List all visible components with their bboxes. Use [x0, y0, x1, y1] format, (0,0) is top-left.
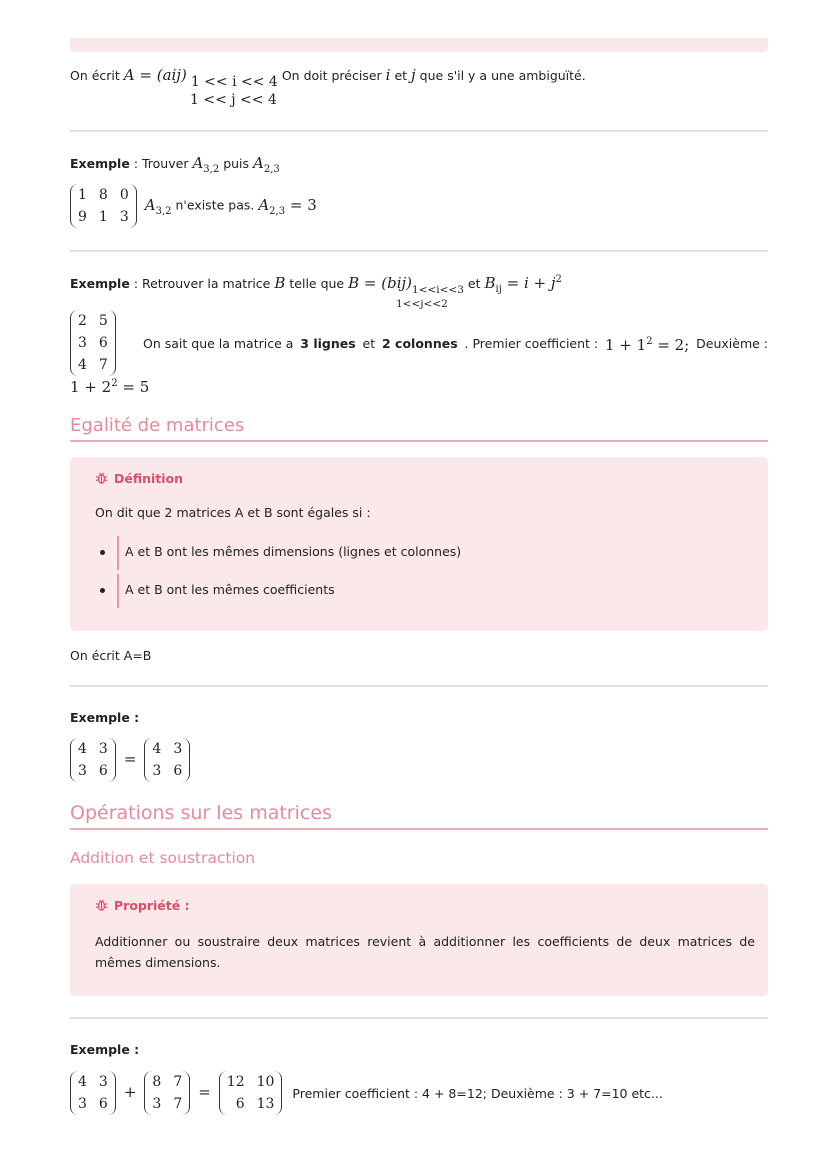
b-sub-j: 1<<j<<2 [396, 298, 448, 310]
property-text: Additionner ou soustraire deux matrices revient à additionner les coefficients de deux matrices de mêmes dimensions. [95, 934, 755, 970]
definition-item-2: A et B ont les mêmes coefficients [125, 582, 335, 597]
first-coef: $1 + 1^2 = 2$; [604, 336, 690, 354]
matrix-cell: 0 [119, 187, 129, 203]
example-4-equation [72, 1071, 663, 1115]
equal-right-matrix [146, 738, 188, 782]
telle-que: telle que [289, 276, 345, 291]
matrix-cell: 13 [256, 1096, 275, 1112]
matrix-cell: 3 [173, 741, 183, 757]
matrix-cell: 7 [173, 1074, 183, 1090]
section-heading-operations: Opérations sur les matrices [70, 802, 332, 824]
example-2-title [70, 274, 562, 296]
example-2-text: : Retrouver la matrice [133, 276, 271, 291]
example-2-matrix-wrap [72, 310, 114, 376]
matrix-cell: 2 [78, 313, 87, 329]
matrix-cell: 7 [98, 357, 108, 373]
subheading-addition: Addition et soustraction [70, 849, 256, 867]
et-text: et [467, 276, 481, 291]
explain-3: . Premier coefficient : [464, 336, 599, 351]
matrix-cell: 4 [78, 741, 87, 757]
example-3-label: Exemple : [70, 710, 140, 725]
equal-left-matrix [72, 738, 114, 782]
example-1-body [72, 184, 317, 228]
heading-underline [70, 440, 768, 442]
matrix-cell: 6 [98, 763, 108, 779]
item-bar [117, 574, 119, 608]
notation-sub-j: 1 << j << 4 [190, 92, 277, 108]
example-2-matrix [72, 310, 114, 376]
example-3-equation [72, 738, 188, 782]
definition-intro: On dit que 2 matrices A et B sont égales si : [95, 505, 371, 520]
notation-sub-i: 1 << i << 4 [190, 74, 278, 90]
answer-a23: $A_{2,3} = 3$ [258, 195, 317, 217]
example-4-label: Exemple : [70, 1042, 140, 1057]
answer-a32: $A_{3,2}$ [144, 195, 172, 217]
lignes-count: 3 lignes [300, 336, 356, 351]
sum-comment: Premier coefficient : 4 + 8=12; Deuxième : 3 + 7=10 etc... [292, 1085, 663, 1101]
b-def: B = (bij) [348, 274, 413, 292]
matrix-cell: 6 [98, 1096, 108, 1112]
divider [70, 685, 768, 687]
a32-symbol: $A_{3,2}$ [192, 154, 220, 175]
previous-box-bottom [70, 38, 768, 52]
deuxieme-label: Deuxième : [696, 336, 768, 351]
matrix-cell: 10 [256, 1074, 275, 1090]
explain-2: et [362, 336, 376, 351]
explain-1: On sait que la matrice a [143, 336, 294, 351]
matrix-b: B [274, 274, 286, 292]
notation-prefix: On écrit [70, 68, 120, 83]
matrix-cell: 3 [152, 1096, 162, 1112]
bullet [100, 550, 105, 555]
notation-j: j [411, 66, 416, 84]
property-title: Propriété : [95, 898, 190, 913]
bij-formula: $B_{ij} = i + j^2$ [484, 274, 562, 295]
bullet [100, 588, 105, 593]
plus-sign: + [123, 1082, 137, 1101]
bug-icon [95, 472, 108, 485]
example-1-title [70, 154, 280, 175]
matrix-cell: 6 [98, 335, 108, 351]
item-bar [117, 536, 119, 570]
matrix-cell: 6 [173, 763, 183, 779]
definition-box [70, 457, 768, 631]
notation-i: i [385, 66, 391, 84]
matrix-cell: 3 [78, 1096, 87, 1112]
matrix-cell: 1 [78, 187, 87, 203]
a23-symbol: $A_{2,3}$ [253, 154, 280, 175]
matrix-cell: 8 [98, 187, 108, 203]
sum-matrix-2 [146, 1071, 188, 1115]
matrix-cell: 3 [152, 763, 162, 779]
matrix-cell: 9 [78, 209, 87, 225]
bug-icon [95, 899, 108, 912]
notation-note-end: que s'il y a une ambiguïté. [419, 68, 586, 83]
a-def: A = (a [123, 66, 172, 84]
property-box [70, 884, 768, 996]
divider [70, 130, 768, 132]
divider [70, 1017, 768, 1019]
colonnes-count: 2 colonnes [382, 336, 458, 351]
matrix-cell: 1 [98, 209, 108, 225]
matrix-cell: 3 [98, 741, 108, 757]
matrix-cell: 3 [98, 1074, 108, 1090]
matrix-cell: 3 [78, 763, 87, 779]
example-1-label: Exemple [70, 156, 130, 171]
matrix-cell: 12 [226, 1074, 245, 1090]
answer-text: n'existe pas. [175, 197, 255, 213]
example-1-text: : Trouver [133, 156, 189, 171]
matrix-cell: 6 [235, 1096, 245, 1112]
notation-line [70, 66, 586, 90]
equals-sign: = [198, 1082, 211, 1101]
second-coef: $1 + 2^2 = 5$ [70, 378, 150, 396]
notation-et: et [394, 68, 408, 83]
sum-matrix-1 [72, 1071, 114, 1115]
section-heading-egalite: Egalité de matrices [70, 415, 245, 436]
heading-underline [70, 828, 768, 830]
notation-note: On doit préciser [281, 68, 382, 83]
matrix-cell: 4 [78, 357, 87, 373]
matrix-cell: 5 [98, 313, 108, 329]
divider [70, 250, 768, 252]
example-2-label: Exemple [70, 276, 130, 291]
matrix-cell: 3 [119, 209, 129, 225]
example-1-matrix [72, 184, 135, 228]
ecrit-a-equals-b: On écrit A=B [70, 648, 152, 663]
sum-result-matrix [221, 1071, 281, 1115]
definition-item-1: A et B ont les mêmes dimensions (lignes et colonnes) [125, 544, 462, 559]
definition-title: Définition [95, 471, 183, 486]
matrix-cell: 3 [78, 335, 87, 351]
equals-sign: = [123, 749, 137, 768]
b-sub-i: 1<<i<<3 [412, 284, 464, 296]
a-def-ij: ij) [171, 66, 187, 84]
matrix-cell: 4 [78, 1074, 87, 1090]
example-2-explanation [143, 336, 768, 354]
matrix-cell: 8 [152, 1074, 162, 1090]
matrix-cell: 7 [173, 1096, 183, 1112]
matrix-cell: 4 [152, 741, 162, 757]
notation-formula [124, 66, 187, 84]
puis-text: puis [223, 156, 250, 171]
